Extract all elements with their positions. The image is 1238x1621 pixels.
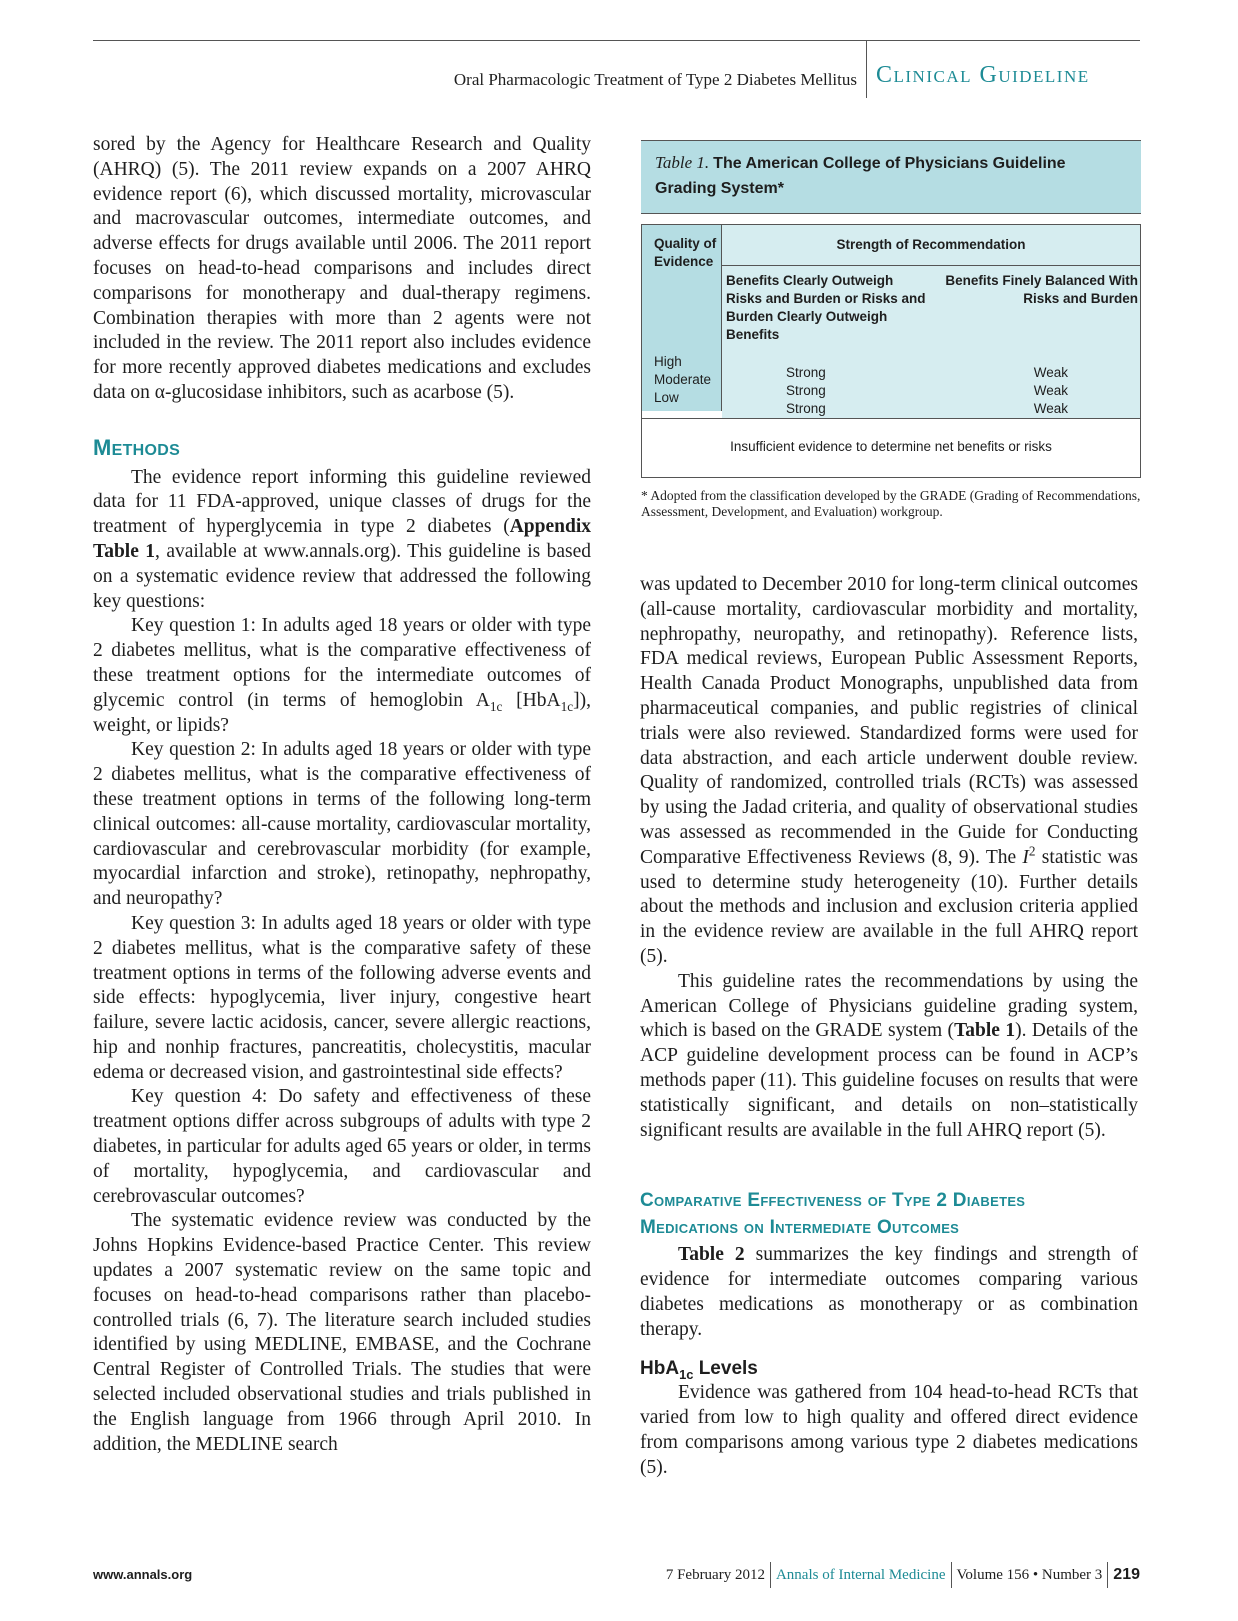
heading-line: Medications on Intermediate Outcomes	[640, 1217, 960, 1239]
grading-table	[641, 224, 1141, 478]
paragraph: was updated to December 2010 for long-term clinical outcomes (all-cause mortality, cardiovascular morbidity and mortality, nephropathy, neuropathy, and retinopathy). Reference lists, FDA medical reviews, European Public Assessment Reports, Health Canada Product Monographs, unpublished data from pharmaceutical companies, and public registries of clinical trials were also reviewed. Standardized forms were used for data abstraction, and each article underwent double review. Quality of randomized, controlled trials (RCTs) was assessed by using the Jadad criteria, and quality of observational studies was assessed as recommended in the Guide for Conducting Comparative Effectiveness Reviews (8, 9). The $I^2$ statistic was used to determine study heterogeneity (10). Further details about the methods and inclusion and exclusion criteria applied in the evidence review are available in the full AHRQ report (5).	[640, 574, 1138, 967]
paragraph: This guideline rates the recommendations by using the American College of Physicians guideline grading system, which is based on the GRADE system (Table 1). Details of the ACP guideline development process can be found in ACP’s methods paper (11). This guideline focuses on results that were statistically significant, and details on non–statistically significant results are available in the full AHRQ report (5).	[640, 970, 1138, 1141]
table-2-ref: Table 2	[678, 1244, 745, 1266]
weak-values	[931, 364, 1140, 418]
footer-divider	[951, 1562, 952, 1588]
insufficient-evidence-row: Insufficient evidence to determine net benefits or risks	[642, 418, 1140, 477]
quality-level: Low	[654, 390, 679, 405]
table-number: Table 1.	[655, 153, 710, 172]
key-question-1: Key question 1: In adults aged 18 years or older with type 2 diabetes mellitus, what is the comparative effectiveness of these treatment options for the intermediate outcomes of glycemic control (in terms of hemoglobin $A_{1c}$ [HbA$_{1c}$]), weight, or lipids?	[93, 615, 591, 736]
strength-body	[722, 266, 1140, 418]
table-title: The American College of Physicians Guideline Grading System*	[655, 155, 1066, 197]
table-caption	[641, 140, 1141, 214]
footer-volume: Volume 156 • Number 3	[956, 1566, 1103, 1583]
heading-line: Comparative Effectiveness of Type 2 Diabetes	[640, 1190, 1026, 1212]
table-1-ref: Table 1	[954, 1020, 1016, 1042]
page-number: 219	[1113, 1566, 1140, 1583]
left-column	[93, 133, 591, 1457]
paragraph: The systematic evidence review was conducted by the Johns Hopkins Evidence-based Practice Center. This review updates a 2007 systematic review on the same topic and focuses on head-to-head comparisons rather than placebo-controlled trials (6, 7). The literature search included studies identified by using MEDLINE, EMBASE, and the Cochrane Central Register of Controlled Trials. The studies that were selected included observational studies and trials published in the English language from 1966 through April 2010. In addition, the MEDLINE search	[93, 1210, 591, 1455]
header-rule	[93, 40, 1140, 41]
running-title: Oral Pharmacologic Treatment of Type 2 Diabetes Mellitus	[453, 70, 857, 89]
table-cell: Weak	[1033, 365, 1068, 380]
key-question-3: Key question 3: In adults aged 18 years or older with type 2 diabetes mellitus, what is the comparative safety of these treatment options in terms of the following adverse events and side effects: hypoglycemia, liver injury, congestive heart failure, severe lactic acidosis, cancer, severe allergic reactions, hip and nonhip fractures, pancreatitis, cholecystitis, macular edema or decreased vision, and gastrointestinal side effects?	[93, 912, 591, 1083]
methods-heading: METHODS	[93, 434, 181, 460]
quality-level: Moderate	[654, 372, 712, 387]
quality-column	[642, 225, 722, 411]
table-cell: Weak	[1033, 401, 1068, 416]
paragraph: sored by the Agency for Healthcare Research and Quality (AHRQ) (5). The 2011 review expands on a 2007 AHRQ evidence report (6), which discussed mortality, microvascular and macrovascular outcomes, intermediate outcomes, and adverse effects for drugs available until 2006. The 2011 report focuses on head-to-head comparisons and includes direct comparisons for monotherapy and dual-therapy regimens. Combination therapies with more than 2 agents were not included in the review. The 2011 report also includes evidence for more recently approved diabetes medications and excludes data on α-glucosidase inhibitors, such as acarbose (5).	[93, 134, 591, 403]
table-footnote: * Adopted from the classification developed by the GRADE (Grading of Recommendations, Assessment, Development, and Evaluation) workgroup.	[641, 488, 1141, 519]
paragraph: The evidence report informing this guideline reviewed data for 11 FDA-approved, unique classes of drugs for the treatment of hyperglycemia in type 2 diabetes (Appendix Table 1, available at www.annals.org). This guideline is based on a systematic evidence review that addressed the following key questions:	[93, 466, 591, 612]
strength-column	[722, 225, 1140, 418]
footer-divider	[770, 1562, 771, 1588]
footer-divider	[1107, 1562, 1108, 1588]
footer-journal: Annals of Internal Medicine	[775, 1566, 946, 1583]
paragraph: Evidence was gathered from 104 head-to-head RCTs that varied from low to high quality and offered direct evidence from comparisons among various type 2 diabetes medications (5).	[640, 1382, 1138, 1478]
key-question-2: Key question 2: In adults aged 18 years or older with type 2 diabetes mellitus, what is the comparative effectiveness of these treatment options in terms of the following long-term clinical outcomes: all-cause mortality, cardiovascular mortality, cardiovascular and cerebrovascular morbidity (for example, myocardial infarction and stroke), retinopathy, nephropathy, and neuropathy?	[93, 739, 591, 910]
footer-citation	[666, 1562, 1140, 1588]
quality-header: Quality of Evidence	[654, 236, 717, 269]
table-cell: Weak	[1033, 383, 1068, 398]
header-divider	[866, 40, 867, 98]
hba1c-subheading: HbA$_{1c}$ Levels	[640, 1357, 758, 1382]
benefits-clear-header: Benefits Clearly Outweigh Risks and Burden or Risks and Burden Clearly Outweigh Benefits	[726, 273, 926, 342]
footer-url: www.annals.org	[93, 1567, 193, 1582]
paragraph: Table 2 summarizes the key findings and strength of evidence for intermediate outcomes comparing various diabetes medications as monotherapy or as combination therapy.	[640, 1244, 1138, 1340]
table-1	[641, 140, 1141, 520]
benefits-balanced-header: Benefits Finely Balanced With Risks and Burden	[945, 273, 1138, 306]
table-cell: Strong	[786, 365, 826, 380]
table-cell: Strong	[786, 383, 826, 398]
comparative-effectiveness-heading	[640, 1187, 1138, 1241]
table-cell: Strong	[786, 401, 826, 416]
quality-levels	[654, 353, 711, 407]
strong-values	[722, 364, 931, 418]
quality-level: High	[654, 354, 682, 369]
section-label: Clinical Guideline	[876, 62, 1090, 88]
footer-date: 7 February 2012	[665, 1566, 765, 1583]
strength-header: Strength of Recommendation	[722, 225, 1140, 266]
key-question-4: Key question 4: Do safety and effectiveness of these treatment options differ across subgroups of adults with type 2 diabetes, in particular for adults aged 65 years or older, in terms of mortality, hypoglycemia, and cardiovascular and cerebrovascular outcomes?	[93, 1086, 591, 1207]
right-column	[640, 573, 1138, 1481]
appendix-table-ref: Appendix Table 1	[93, 516, 591, 562]
